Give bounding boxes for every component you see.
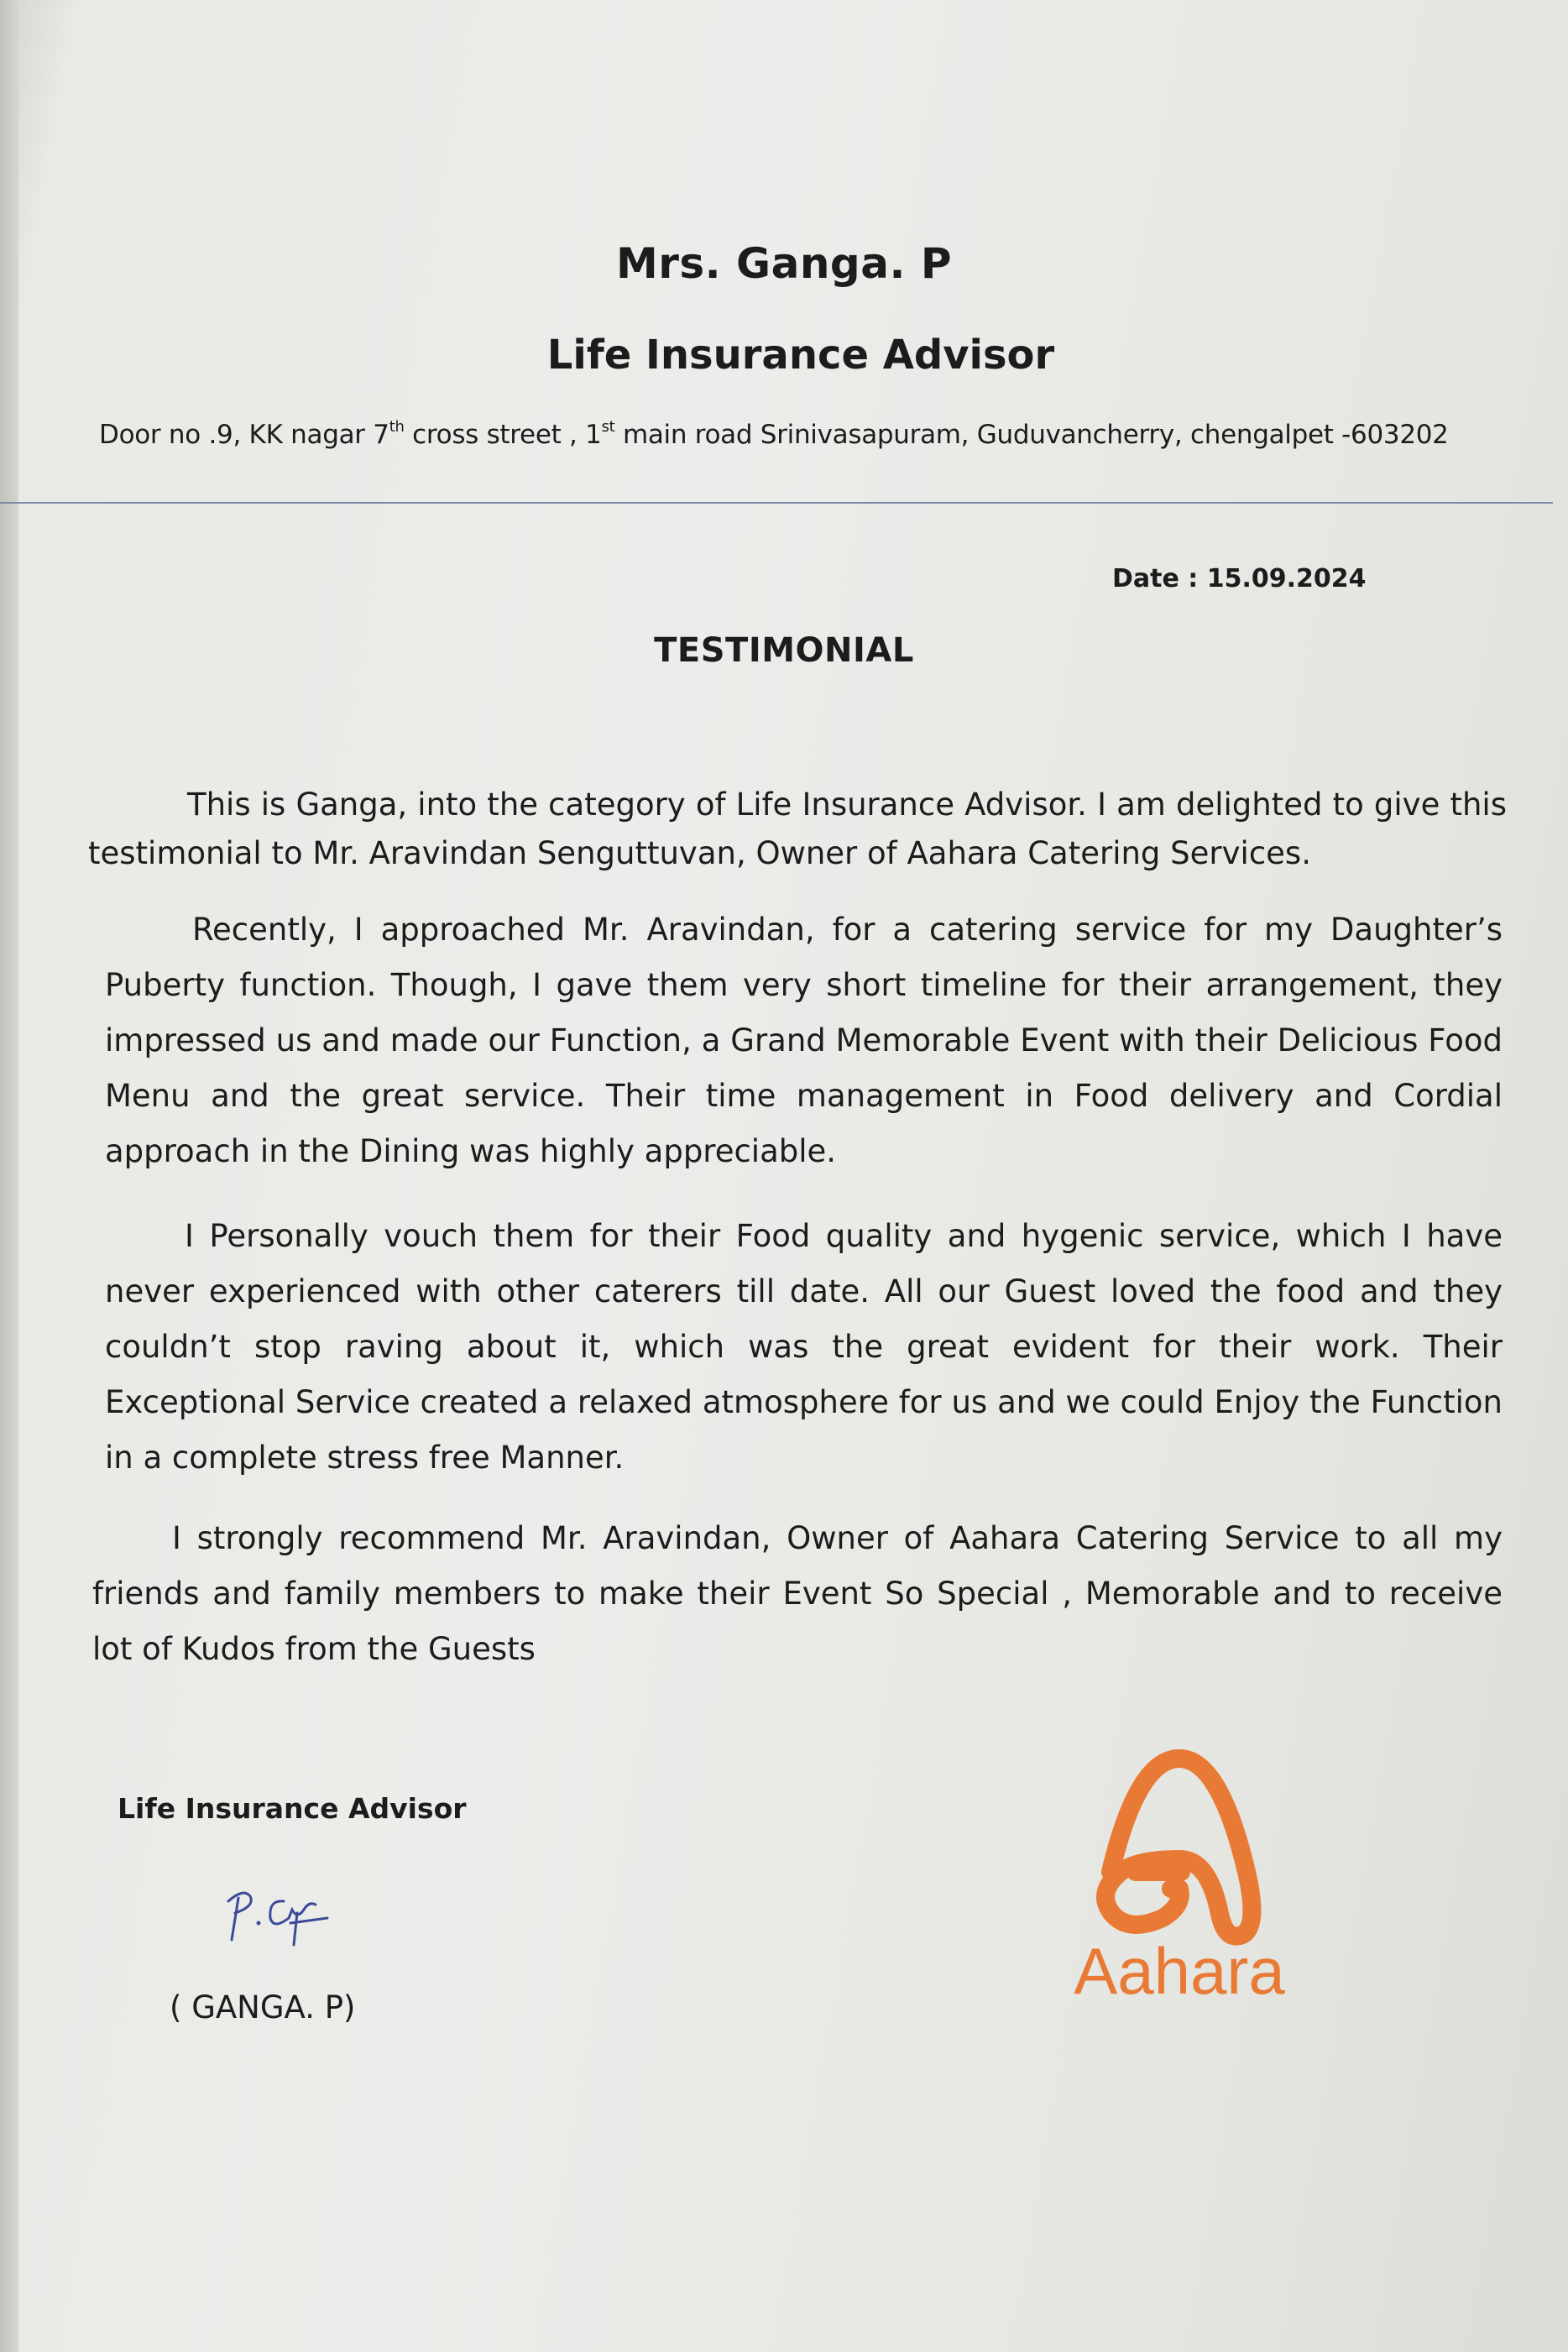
letterhead-role: Life Insurance Advisor [546,332,1055,379]
header-divider [0,502,1553,504]
address-superscript-2: st [601,418,615,436]
address-part-1: Door no .9, KK nagar 7 [99,420,389,450]
body-paragraph-1: This is Ganga, into the category of Life Insurance Advisor. I am delighted to give this testimonial to Mr. Aravindan Senguttuvan, Owner of Aahara Catering Services. [88,787,1507,871]
document-date: Date : 15.09.2024 [1112,564,1367,593]
address-part-3: main road Srinivasapuram, Guduvancherry, chengalpet -603202 [614,420,1449,450]
handwritten-signature [210,1876,344,1952]
document-title: TESTIMONIAL [654,631,914,670]
letterhead-address [99,420,1449,450]
address-part-2: cross street , 1 [404,420,602,450]
aahara-logo-icon [1037,1725,1322,2010]
printed-name: ( GANGA. P) [170,1989,356,2025]
closing-role: Life Insurance Advisor [118,1792,467,1825]
body-paragraph-4: I strongly recommend Mr. Aravindan, Owner of Aahara Catering Service to all my friends and family members to make their Event So Special , Memorable and to receive lot of Kudos from the Guests [92,1520,1503,1667]
address-superscript-1: th [389,418,405,436]
letterhead-name: Mrs. Ganga. P [615,239,953,288]
body-paragraph-2: Recently, I approached Mr. Aravindan, for a catering service for my Daughter’s Puberty function. Though, I gave them very short timeline for their arrangement, they impressed us and made our Function, a Grand Memorable Event with their Delicious Food Menu and the great service. Their time management in Food delivery and Cordial approach in the Dining was highly appreciable. [105,912,1503,1169]
brand-name: Aahara [1074,1934,1285,2008]
body-paragraph-3: I Personally vouch them for their Food quality and hygenic service, which I have never experienced with other caterers till date. All our Guest loved the food and they couldn’t stop raving about it, which was the great evident for their work. Their Exceptional Service created a relaxed atmosphere for us and we could Enjoy the Function in a complete stress free Manner. [105,1218,1503,1476]
